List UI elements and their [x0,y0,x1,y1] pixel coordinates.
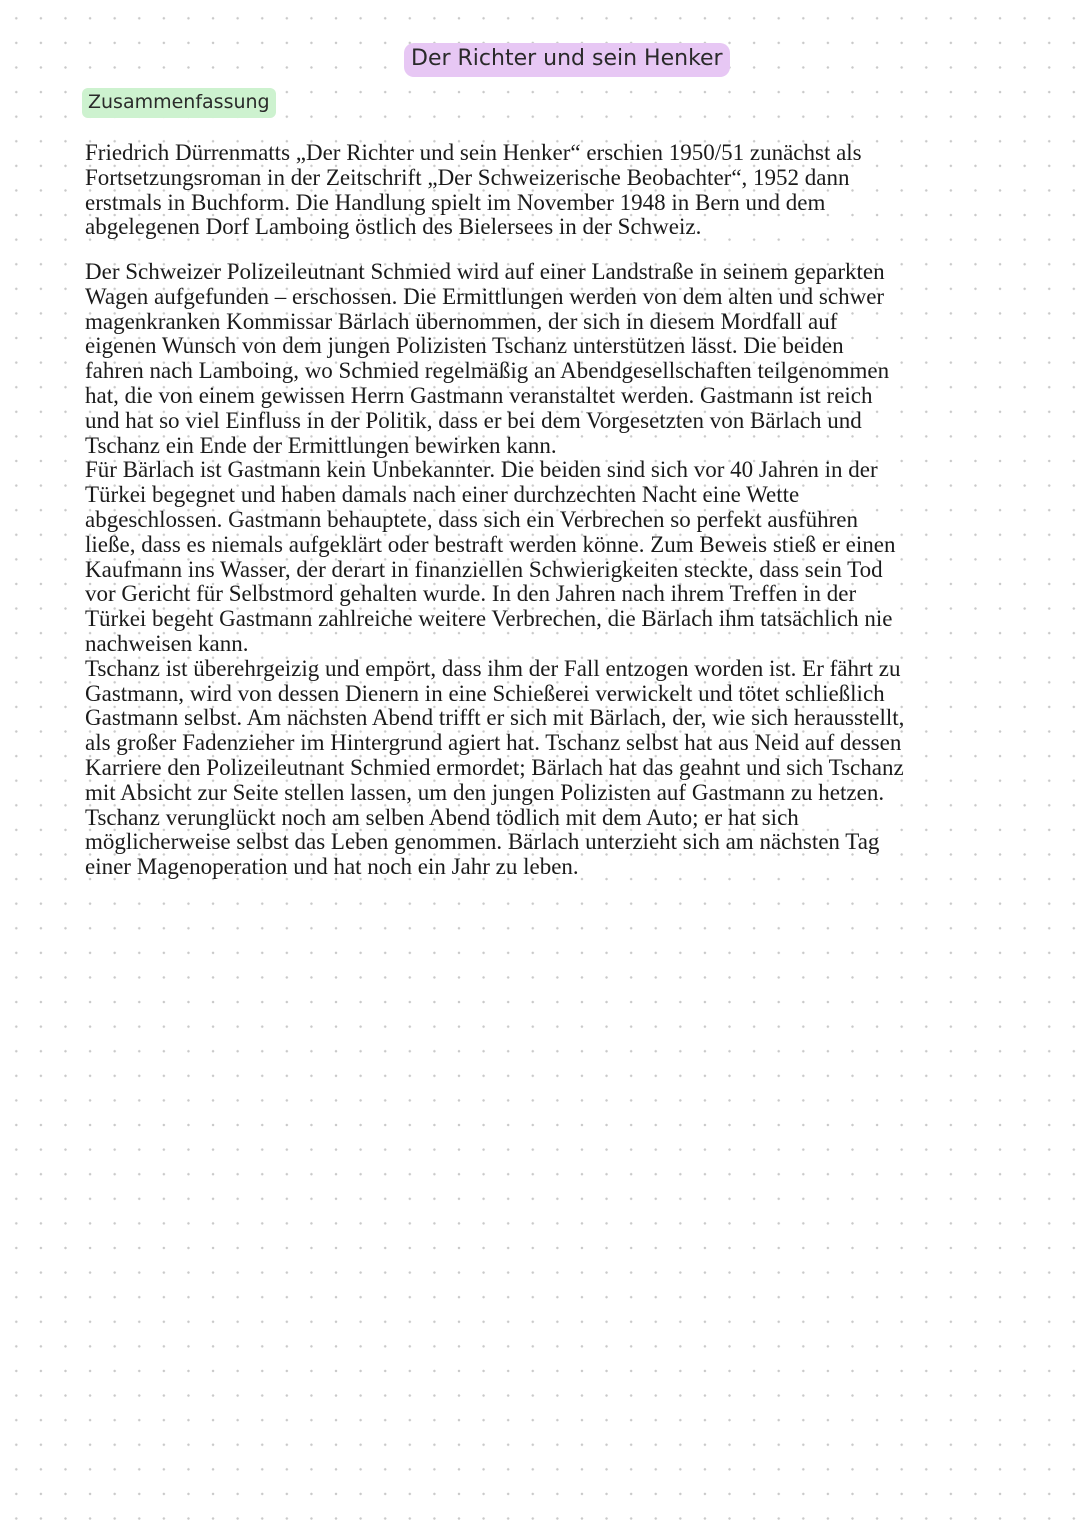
text-line: Wagen aufgefunden – erschossen. Die Ermittlungen werden von dem alten und schwer [85,283,885,309]
text-line: magenkranken Kommissar Bärlach übernommen, der sich in diesem Mordfall auf [85,308,838,334]
section-heading: Zusammenfassung [82,88,276,118]
text-line: und hat so viel Einfluss in der Politik, dass er bei dem Vorgesetzten von Bärlach und [85,407,862,433]
text-line: Friedrich Dürrenmatts „Der Richter und sein Henker“ erschien 1950/51 zunächst als [85,140,862,165]
text-line: Türkei begegnet und haben damals nach einer durchzechten Nacht eine Wette [85,482,800,508]
text-line: möglicherweise selbst das Leben genommen. Bärlach unterzieht sich am nächsten Tag [85,829,880,855]
text-line: Fortsetzungsroman in der Zeitschrift „Der Schweizerische Beobachter“, 1952 dann [85,164,850,190]
text-line: Tschanz verunglückt noch am selben Abend tödlich mit dem Auto; er hat sich [85,804,799,830]
text-line: Karriere den Polizeileutnant Schmied ermordet; Bärlach hat das geahnt und sich Tschanz [85,754,904,780]
text-line: Gastmann selbst. Am nächsten Abend trifft er sich mit Bärlach, der, wie sich herausstellt, [85,705,905,731]
text-line: Tschanz ist überehrgeizig und empört, dass ihm der Fall entzogen worden ist. Er fährt zu [85,655,901,681]
text-line: Gastmann, wird von dessen Dienern in eine Schießerei verwickelt und tötet schließlich [85,680,885,706]
summary-paragraph [85,260,904,880]
text-line: einer Magenoperation und hat noch ein Jahr zu leben. [85,854,579,880]
text-line: abgeschlossen. Gastmann behauptete, dass sich ein Verbrechen so perfekt ausführen [85,506,859,532]
text-line: fahren nach Lamboing, wo Schmied regelmäßig an Abendgesellschaften teilgenommen [85,358,890,384]
text-line: hat, die von einem gewissen Herrn Gastmann veranstaltet werden. Gastmann ist reich [85,382,873,408]
text-line: Türkei begeht Gastmann zahlreiche weitere Verbrechen, die Bärlach ihm tatsächlich nie [85,606,893,632]
text-line: eigenen Wunsch von dem jungen Polizisten Tschanz unterstützen lässt. Die beiden [85,333,844,359]
text-line: ließe, dass es niemals aufgeklärt oder bestraft werden könne. Zum Beweis stieß er einen [85,531,896,557]
text-line: abgelegenen Dorf Lamboing östlich des Bielersees in der Schweiz. [85,214,702,240]
text-line: Der Schweizer Polizeileutnant Schmied wird auf einer Landstraße in seinem geparkten [85,259,885,284]
text-line: vor Gericht für Selbstmord gehalten wurde. In den Jahren nach ihrem Treffen in der [85,581,857,607]
page-title: Der Richter und sein Henker [404,43,730,77]
intro-paragraph [85,141,862,240]
text-line: nachweisen kann. [85,630,249,656]
text-line: erstmals in Buchform. Die Handlung spielt im November 1948 in Bern und dem [85,189,826,215]
text-line: mit Absicht zur Seite stellen lassen, um den jungen Polizisten auf Gastmann zu hetzen. [85,779,885,805]
text-line: Tschanz ein Ende der Ermittlungen bewirken kann. [85,432,557,458]
text-line: Kaufmann ins Wasser, der derart in finanziellen Schwierigkeiten steckte, dass sein Tod [85,556,883,582]
text-line: als großer Fadenzieher im Hintergrund agiert hat. Tschanz selbst hat aus Neid auf dessen [85,730,902,756]
text-line: Für Bärlach ist Gastmann kein Unbekannter. Die beiden sind sich vor 40 Jahren in der [85,457,878,483]
